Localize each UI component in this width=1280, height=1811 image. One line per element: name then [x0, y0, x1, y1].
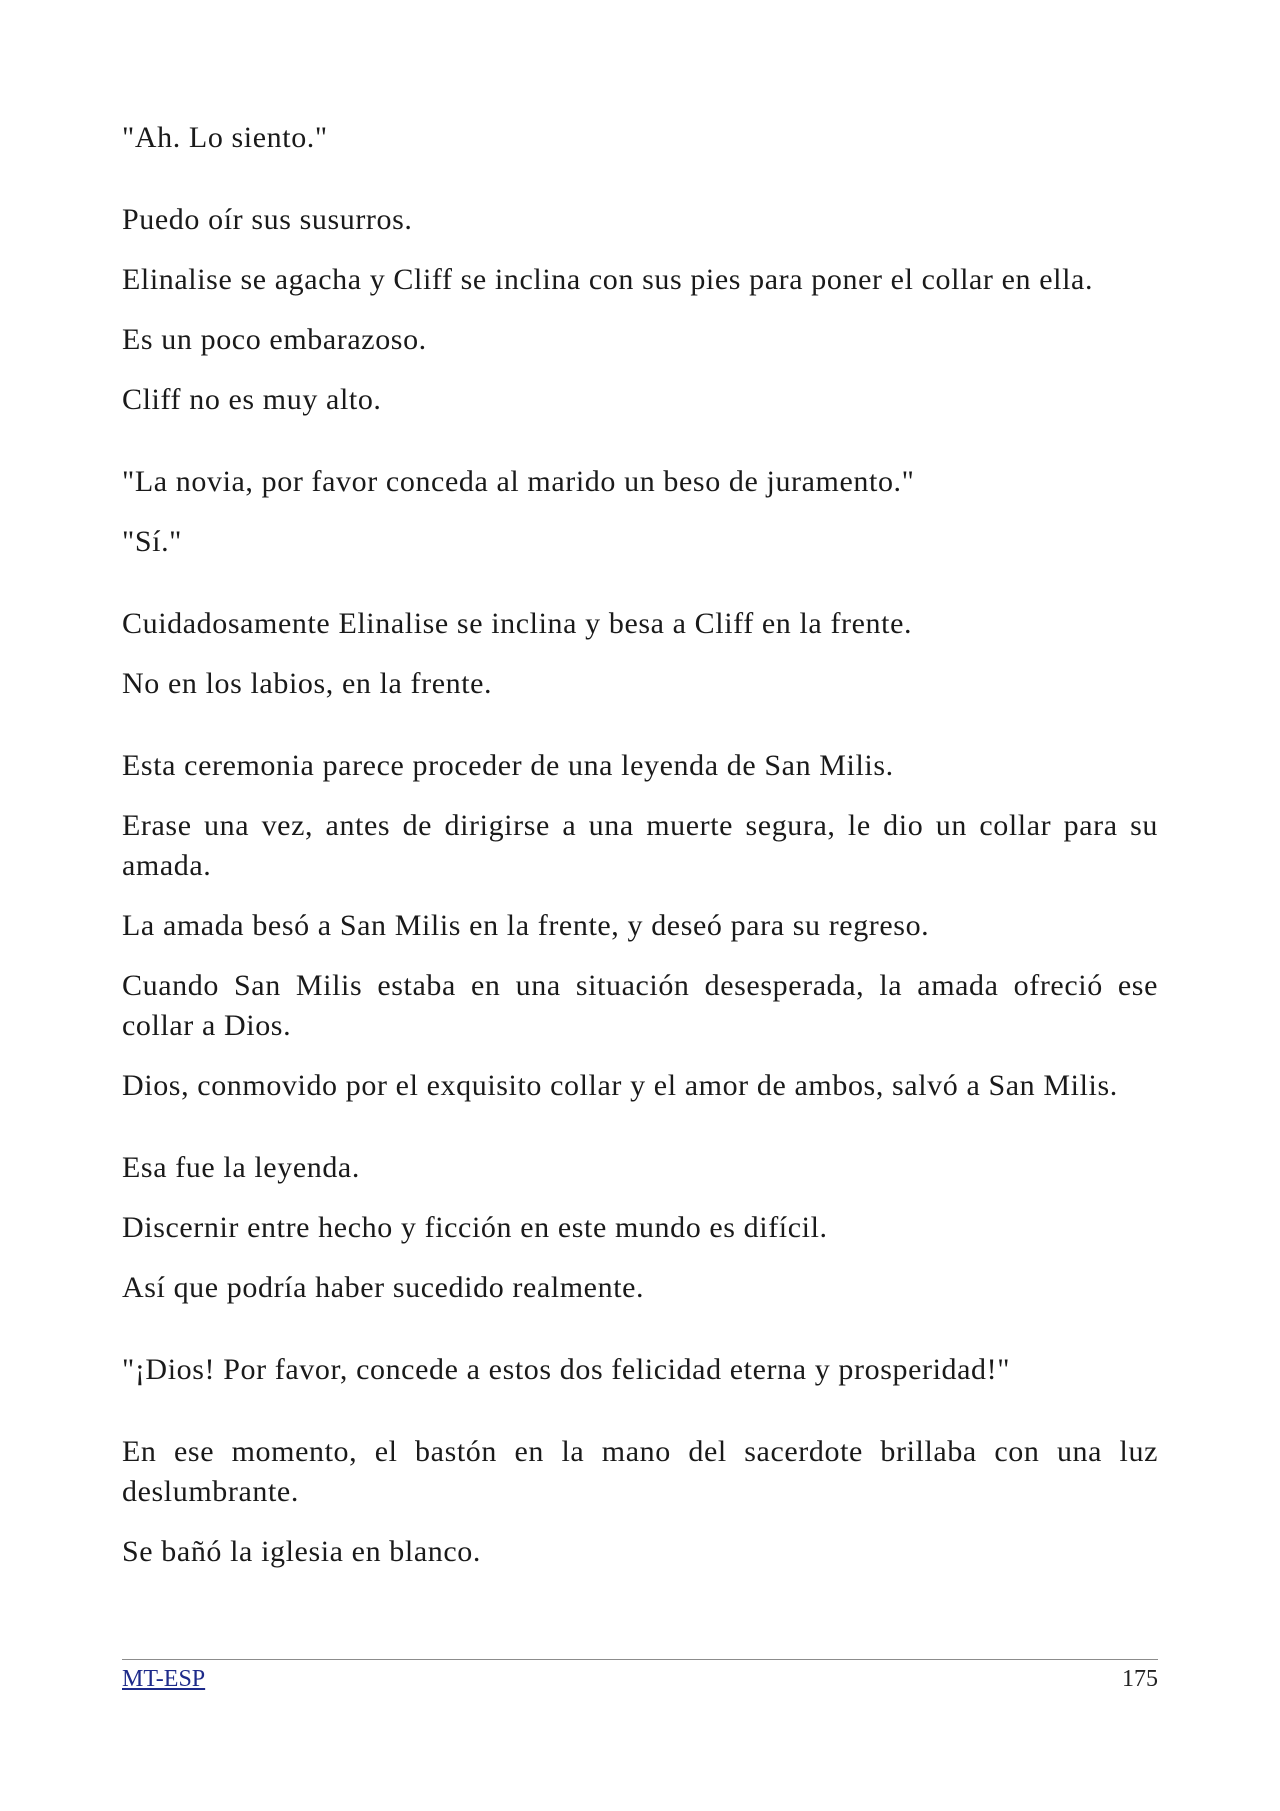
paragraph: En ese momento, el bastón en la mano del sacerdote brillaba con una luz deslumbrante. — [122, 1435, 1158, 1508]
paragraph: No en los labios, en la frente. — [122, 667, 493, 700]
paragraph: "¡Dios! Por favor, concede a estos dos felicidad eterna y prosperidad!" — [122, 1353, 1011, 1386]
page-body — [122, 118, 1158, 1592]
paragraph: Así que podría haber sucedido realmente. — [122, 1271, 645, 1304]
paragraph: La amada besó a San Milis en la frente, y deseó para su regreso. — [122, 909, 930, 942]
paragraph: Erase una vez, antes de dirigirse a una muerte segura, le dio un collar para su amada. — [122, 809, 1158, 882]
paragraph: Cuidadosamente Elinalise se inclina y besa a Cliff en la frente. — [122, 607, 913, 640]
source-link[interactable]: MT-ESP — [122, 1666, 206, 1692]
page-number: 175 — [1122, 1666, 1158, 1692]
paragraph: Cliff no es muy alto. — [122, 383, 382, 416]
paragraph: Cuando San Milis estaba en una situación desesperada, la amada ofreció ese collar a Dios. — [122, 969, 1158, 1042]
paragraph: Elinalise se agacha y Cliff se inclina con sus pies para poner el collar en ella. — [122, 263, 1094, 296]
paragraph: "Ah. Lo siento." — [122, 121, 328, 154]
paragraph: Puedo oír sus susurros. — [122, 203, 413, 236]
paragraph: Dios, conmovido por el exquisito collar y el amor de ambos, salvó a San Milis. — [122, 1069, 1118, 1102]
paragraph: Discernir entre hecho y ficción en este mundo es difícil. — [122, 1211, 828, 1244]
paragraph: "La novia, por favor conceda al marido un beso de juramento." — [122, 465, 915, 498]
paragraph: Es un poco embarazoso. — [122, 323, 427, 356]
page-footer — [122, 1659, 1158, 1694]
paragraph: "Sí." — [122, 525, 183, 558]
paragraph: Se bañó la iglesia en blanco. — [122, 1535, 481, 1568]
paragraph: Esa fue la leyenda. — [122, 1151, 360, 1184]
paragraph: Esta ceremonia parece proceder de una leyenda de San Milis. — [122, 749, 894, 782]
